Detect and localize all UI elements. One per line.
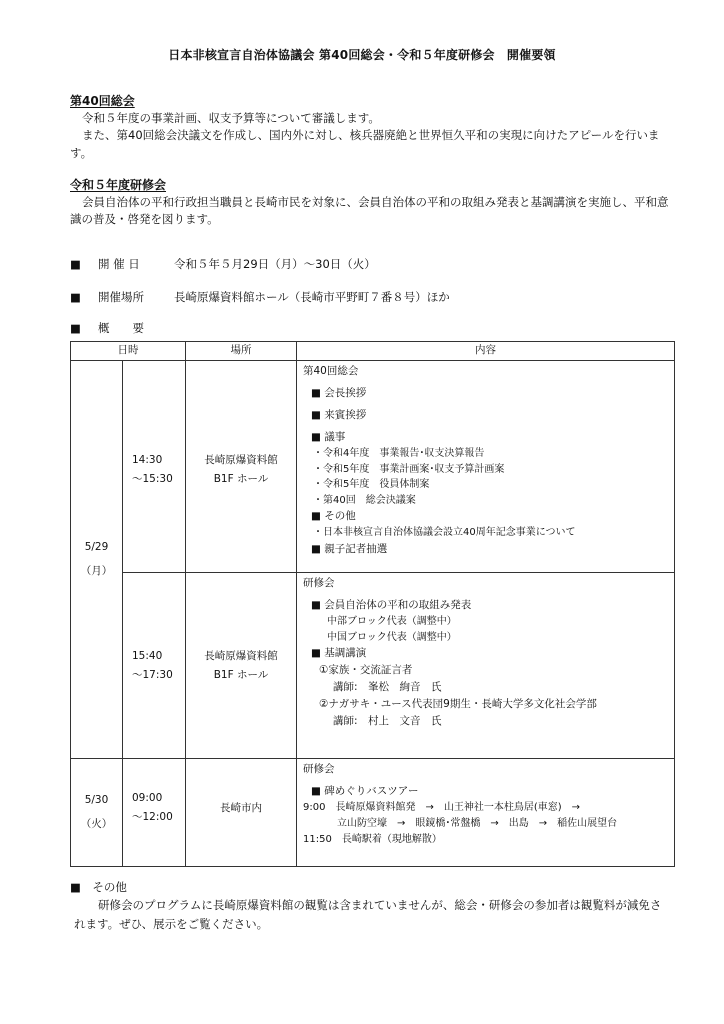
session2-presenter1: 中部ブロック代表（調整中） (327, 616, 457, 627)
session2-talk2-speaker: 講師: 村上 文音 氏 (333, 715, 442, 727)
session1-item-other: ■ その他 (311, 510, 356, 522)
session1-title: 第40回総会 (303, 365, 359, 377)
session3-route1: 9:00 長崎原爆資料館発 → 山王神社一本柱鳥居(車窓) → (303, 802, 581, 813)
day1-date: 5/29 (84, 540, 109, 553)
session1-other-sub: ・日本非核宣言自治体協議会設立40周年記念事業について (313, 527, 576, 538)
training-line1: 会員自治体の平和行政担当職員と長崎市民を対象に、会員自治体の平和の取組み発表と基調講演を実施し、平和意識の普及・啓発を図ります。 (70, 195, 669, 227)
session2-talk2: ②ナガサキ・ユース代表団9期生・長崎大学多文化社会学部 (319, 698, 597, 710)
session1-agenda-sub1: ・令和4年度 事業報告･収支決算報告 (313, 448, 485, 459)
overview-label: 概 要 (98, 321, 144, 335)
document-title: 日本非核宣言自治体協議会 第40回総会・令和５年度研修会 開催要領 (168, 48, 556, 62)
session3-route3: 11:50 長崎駅着（現地解散） (303, 834, 442, 846)
session2-time-start: 15:40 (132, 650, 163, 662)
session1-item-agenda: ■ 議事 (311, 431, 346, 443)
session1-item-guest: ■ 来賓挨拶 (311, 409, 367, 421)
session1-item-opening: ■ 会長挨拶 (311, 387, 367, 399)
info-venue-row (70, 289, 670, 306)
session2-place-line2: B1F ホール (213, 668, 269, 681)
session3-route2: 立山防空壕 → 眼鏡橋･常盤橋 → 出島 → 稲佐山展望台 (337, 818, 618, 830)
session3-place: 長崎市内 (220, 802, 262, 814)
table-row (71, 759, 675, 867)
session1-agenda-sub4: ・第40回 総会決議案 (313, 494, 416, 506)
session2-item-presentations: ■ 会員自治体の平和の取組み発表 (311, 599, 472, 611)
table-row (71, 573, 675, 759)
session2-place-cell (186, 573, 297, 759)
date-value: 令和５年５月29日（月）～30日（火） (174, 257, 376, 271)
square-marker-icon: ■ (70, 321, 81, 335)
training-heading: 令和５年度研修会 (70, 178, 167, 192)
session2-presenter2: 中国ブロック代表（調整中） (327, 631, 457, 643)
day1-weekday: （月） (80, 564, 113, 577)
session2-time-end: ～17:30 (132, 668, 173, 681)
session3-item-bustour: ■ 碑めぐりバスツアー (311, 785, 419, 797)
session2-place-line1: 長崎原爆資料館 (204, 650, 278, 662)
general-meeting-line1: 令和５年度の事業計画、収支予算等について審議します。 (82, 111, 380, 125)
session3-place-cell (186, 759, 297, 867)
session2-talk1-speaker: 講師: 峯松 絢音 氏 (333, 681, 442, 693)
date-label: 開 催 日 (98, 257, 140, 271)
session3-content-cell (297, 759, 675, 867)
venue-label: 開催場所 (98, 290, 144, 304)
session2-item-keynote: ■ 基調講演 (311, 647, 367, 659)
table-row (71, 361, 675, 573)
general-meeting-heading: 第40回総会 (70, 94, 135, 108)
day2-date-cell (71, 759, 123, 867)
header-content: 内容 (297, 342, 675, 361)
other-section (70, 879, 670, 933)
info-overview-row (70, 320, 670, 337)
session1-item-lottery: ■ 親子記者抽選 (311, 542, 388, 555)
square-marker-icon: ■ (70, 257, 81, 271)
session3-time-start: 09:00 (132, 792, 163, 804)
session3-time-cell (123, 759, 186, 867)
training-section (70, 176, 670, 229)
session1-content-cell (297, 361, 675, 573)
session1-time-cell (123, 361, 186, 573)
session1-place-cell (186, 361, 297, 573)
session3-time-end: ～12:00 (132, 810, 173, 823)
header-place: 場所 (186, 342, 297, 361)
session3-title: 研修会 (303, 763, 335, 775)
day2-weekday: （火） (80, 817, 113, 830)
session2-content-cell (297, 573, 675, 759)
header-datetime: 日時 (71, 342, 186, 361)
other-body: 研修会のプログラムに長崎原爆資料館の観覧は含まれていませんが、総会・研修会の参加者は観覧料が減免されます。ぜひ、展示をご覧ください。 (74, 898, 662, 931)
square-marker-icon: ■ (70, 290, 81, 304)
day2-date: 5/30 (84, 793, 109, 806)
session1-time-start: 14:30 (132, 454, 163, 466)
session1-place-line1: 長崎原爆資料館 (204, 454, 278, 466)
schedule-table (70, 341, 675, 867)
day1-date-cell (71, 361, 123, 759)
session2-time-cell (123, 573, 186, 759)
venue-value: 長崎原爆資料館ホール（長崎市平野町７番８号）ほか (174, 290, 450, 304)
table-header-row (71, 342, 675, 361)
general-meeting-section (70, 92, 670, 162)
other-heading: ■ その他 (70, 880, 127, 894)
session2-title: 研修会 (303, 577, 335, 589)
session1-agenda-sub2: ・令和5年度 事業計画案･収支予算計画案 (313, 463, 505, 475)
info-date-row (70, 256, 670, 273)
general-meeting-line2: また、第40回総会決議文を作成し、国内外に対し、核兵器廃絶と世界恒久平和の実現に向けたアピールを行います。 (70, 128, 660, 160)
session1-agenda-sub3: ・令和5年度 役員体制案 (313, 479, 430, 490)
session1-time-end: ～15:30 (132, 472, 173, 485)
session1-place-line2: B1F ホール (213, 472, 269, 485)
session2-talk1: ①家族・交流証言者 (319, 664, 413, 676)
